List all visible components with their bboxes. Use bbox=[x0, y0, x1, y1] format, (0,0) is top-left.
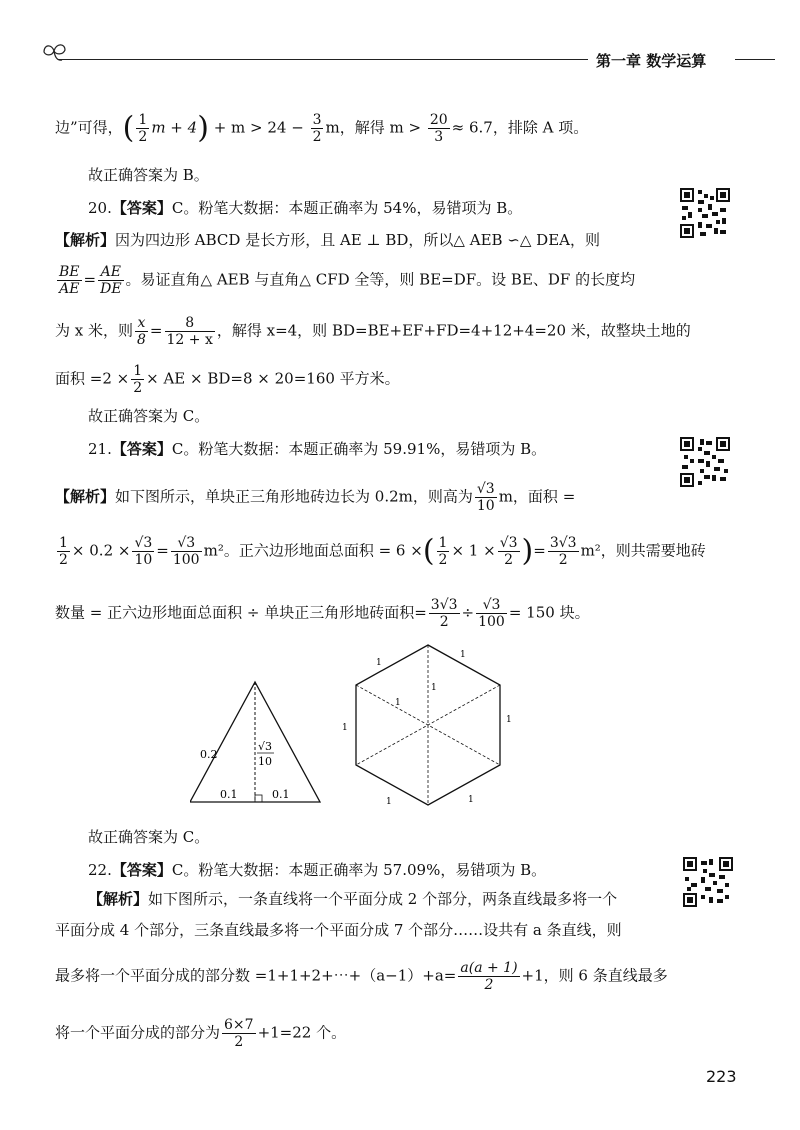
q22-answer-text: C。粉笔大数据：本题正确率为 57.09%，易错项为 B。 bbox=[171, 861, 547, 879]
q20-equals: = bbox=[83, 270, 97, 289]
q21-l2-eq: = bbox=[156, 541, 169, 560]
q21-frac-g: $\frac{3√3}{2}$ bbox=[430, 597, 458, 630]
tri-h-den: 10 bbox=[258, 755, 272, 768]
q22-analysis-line1 bbox=[88, 888, 617, 910]
q21-l2-b: m²。正六边形地面总面积 = 6 × bbox=[203, 541, 423, 560]
q21-answer-line bbox=[88, 438, 546, 460]
q20-answer-tag: 【答案】 bbox=[111, 199, 172, 217]
q22-analysis-line3 bbox=[55, 960, 668, 993]
q21-l2-a: × 0.2 × bbox=[71, 541, 131, 560]
p0-frac-half: $\frac{1}{2}$ bbox=[138, 112, 148, 145]
q21-analysis-tag: 【解析】 bbox=[55, 487, 116, 506]
q21-final-answer: 故正确答案为 C。 bbox=[88, 828, 210, 846]
p0-text-a: 边”可得， bbox=[55, 118, 123, 137]
q22-analysis-tag: 【解析】 bbox=[88, 890, 149, 908]
q20-number: 20. bbox=[88, 199, 112, 217]
q21-figure bbox=[190, 640, 530, 815]
q21-frac-f: $\frac{3√3}{2}$ bbox=[549, 535, 577, 568]
q21-frac-height: $\frac{√3}{10}$ bbox=[476, 481, 495, 514]
hex-label-2: 1 bbox=[460, 650, 466, 660]
q22-answer-line bbox=[88, 859, 546, 881]
q22-text-l1: 如下图所示，一条直线将一个平面分成 2 个部分，两条直线最多将一个 bbox=[148, 890, 618, 908]
hex-label-4: 1 bbox=[506, 715, 512, 725]
q21-frac-e: $\frac{√3}{2}$ bbox=[499, 535, 518, 568]
qr-code-q22 bbox=[683, 857, 733, 907]
q20-answer-line bbox=[88, 197, 522, 219]
q20-frac-be-ae: $\frac{BE}{AE}$ bbox=[59, 264, 80, 297]
q21-frac-b: $\frac{√3}{10}$ bbox=[134, 535, 153, 568]
page-number: 223 bbox=[706, 1067, 737, 1086]
hex-label-8: 1 bbox=[395, 698, 401, 708]
header-rule bbox=[58, 59, 588, 60]
q21-frac-d: $\frac{1}{2}$ bbox=[438, 535, 448, 568]
q21-answer-text: C。粉笔大数据：本题正确率为 59.91%，易错项为 B。 bbox=[171, 440, 547, 458]
p1-answer: 故正确答案为 B。 bbox=[88, 166, 209, 184]
q21-text-a: 如下图所示，单块正三角形地砖边长为 0.2m，则高为 bbox=[115, 487, 473, 506]
p0-line: 边”可得，( $\frac{1}{2}$ m + 4) + m > 24 − $\frac{3}{2}$ m，解得 m > $\frac{20}{3}$ ≈ 6.7，排除 A 项。 bbox=[55, 110, 589, 146]
q21-answer-tag: 【答案】 bbox=[111, 440, 172, 458]
q20-analysis-text: 因为四边形 ABCD 是长方形，且 AE ⊥ BD，所以△ AEB ∽△ DEA，则 bbox=[115, 231, 600, 249]
q20-text-l2: 。易证直角△ AEB 与直角△ CFD 全等，则 BE=DF。设 BE、DF 的长度均 bbox=[125, 270, 636, 289]
p0-text-m4: m + 4 bbox=[151, 118, 198, 137]
q21-number: 21. bbox=[88, 440, 112, 458]
q21-frac-a: $\frac{1}{2}$ bbox=[59, 535, 68, 568]
q21-l3-div: ÷ bbox=[461, 603, 475, 622]
p0-frac-20-3: $\frac{20}{3}$ bbox=[429, 112, 448, 145]
q20-text-l3b: ，解得 x=4，则 BD=BE+EF+FD=4+12+4=20 米，故整块土地的 bbox=[216, 321, 691, 340]
hex-label-7: 1 bbox=[431, 683, 437, 693]
q20-text-l4a: 面积 =2 × bbox=[55, 369, 130, 388]
chapter-title: 第一章 数学运算 bbox=[596, 52, 707, 70]
q21-analysis-line3 bbox=[55, 597, 590, 630]
q20-text-l4b: × AE × BD=8 × 20=160 平方米。 bbox=[146, 369, 400, 388]
q20-analysis-line4 bbox=[55, 363, 400, 396]
header-rule-right bbox=[735, 59, 775, 60]
hex-label-6: 1 bbox=[468, 795, 474, 805]
p0-text-b: + m > 24 − bbox=[213, 118, 304, 137]
q22-number: 22. bbox=[88, 861, 112, 879]
q22-analysis-line4 bbox=[55, 1017, 346, 1050]
q20-frac-1-2: $\frac{1}{2}$ bbox=[133, 363, 143, 396]
q22-text-l4a: 将一个平面分成的部分为 bbox=[55, 1023, 221, 1042]
q20-final-answer: 故正确答案为 C。 bbox=[88, 407, 210, 425]
tri-half-left: 0.1 bbox=[220, 788, 238, 801]
q21-frac-c: $\frac{√3}{100}$ bbox=[172, 535, 200, 568]
qr-code-q21 bbox=[680, 437, 730, 487]
q22-frac-b: $\frac{6\times 7}{2}$ bbox=[224, 1017, 254, 1050]
q20-frac-x-8: $\frac{x}{8}$ bbox=[137, 315, 146, 348]
q20-analysis-line1 bbox=[55, 229, 600, 251]
q20-analysis-line2 bbox=[55, 264, 635, 297]
tri-half-right: 0.1 bbox=[272, 788, 290, 801]
hex-label-5: 1 bbox=[386, 797, 392, 807]
p0-text-c: m，解得 m > bbox=[325, 118, 422, 137]
q21-l3-b: = 150 块。 bbox=[508, 603, 590, 622]
hex-label-3: 1 bbox=[342, 723, 348, 733]
q20-answer-text: C。粉笔大数据：本题正确率为 54%，易错项为 B。 bbox=[171, 199, 523, 217]
q21-l2-eq2: = bbox=[533, 541, 546, 560]
q21-frac-h: $\frac{√3}{100}$ bbox=[478, 597, 505, 630]
q22-frac-a: $\frac{a(a + 1)}{2}$ bbox=[460, 960, 518, 993]
q22-analysis-line2: 平面分成 4 个部分，三条直线最多将一个平面分成 7 个部分……设共有 a 条直线，则 bbox=[55, 921, 622, 939]
q20-frac-8-12x: $\frac{8}{12 + x}$ bbox=[166, 315, 213, 348]
leaf-ornament-icon bbox=[40, 40, 70, 66]
q20-analysis-tag: 【解析】 bbox=[55, 231, 116, 249]
p0-text-d: ≈ 6.7，排除 A 项。 bbox=[451, 118, 589, 137]
q22-answer-tag: 【答案】 bbox=[111, 861, 172, 879]
hexagon-diagram bbox=[342, 645, 512, 807]
q21-analysis-line1 bbox=[55, 481, 575, 514]
q22-text-l3b: +1，则 6 条直线最多 bbox=[521, 966, 668, 985]
q22-text-l3a: 最多将一个平面分成的部分数 =1+1+2+⋯+（a−1）+a= bbox=[55, 966, 457, 985]
q22-text-l4b: +1=22 个。 bbox=[257, 1023, 347, 1042]
q21-l3-a: 数量 = 正六边形地面总面积 ÷ 单块正三角形地砖面积= bbox=[55, 603, 427, 622]
triangle-diagram bbox=[190, 682, 320, 802]
q21-l2-d: m²，则共需要地砖 bbox=[580, 541, 706, 560]
q20-analysis-line3: 为 x 米，则 $\frac{x}{8}$ = $\frac{8}{12 + x}$ ，解得 x=4，则 BD=BE+EF+FD=4+12+4=20 米，故整块土地的 bbox=[55, 315, 691, 348]
q21-l2-c: × 1 × bbox=[451, 541, 496, 560]
q21-text-b: m，面积 = bbox=[498, 487, 576, 506]
q20-text-l3a: 为 x 米，则 bbox=[55, 321, 133, 340]
tri-side-label: 0.2 bbox=[200, 748, 218, 761]
q21-analysis-line2: $\frac{1}{2}$ × 0.2 × $\frac{√3}{10}$ = $\frac{√3}{100}$ m²。正六边形地面总面积 = 6 ×( $\frac{1}{2}$ × 1 × $\frac{√3}{2}$ )= $\frac{3√3}{2}$ m²，则共需要地砖 bbox=[59, 533, 706, 569]
p0-frac-3-2: $\frac{3}{2}$ bbox=[312, 112, 322, 145]
tri-h-num: √3 bbox=[258, 740, 273, 753]
qr-code-q20 bbox=[680, 188, 730, 238]
q20-frac-ae-de: $\frac{AE}{DE}$ bbox=[100, 264, 122, 297]
hex-label-1: 1 bbox=[376, 658, 382, 668]
